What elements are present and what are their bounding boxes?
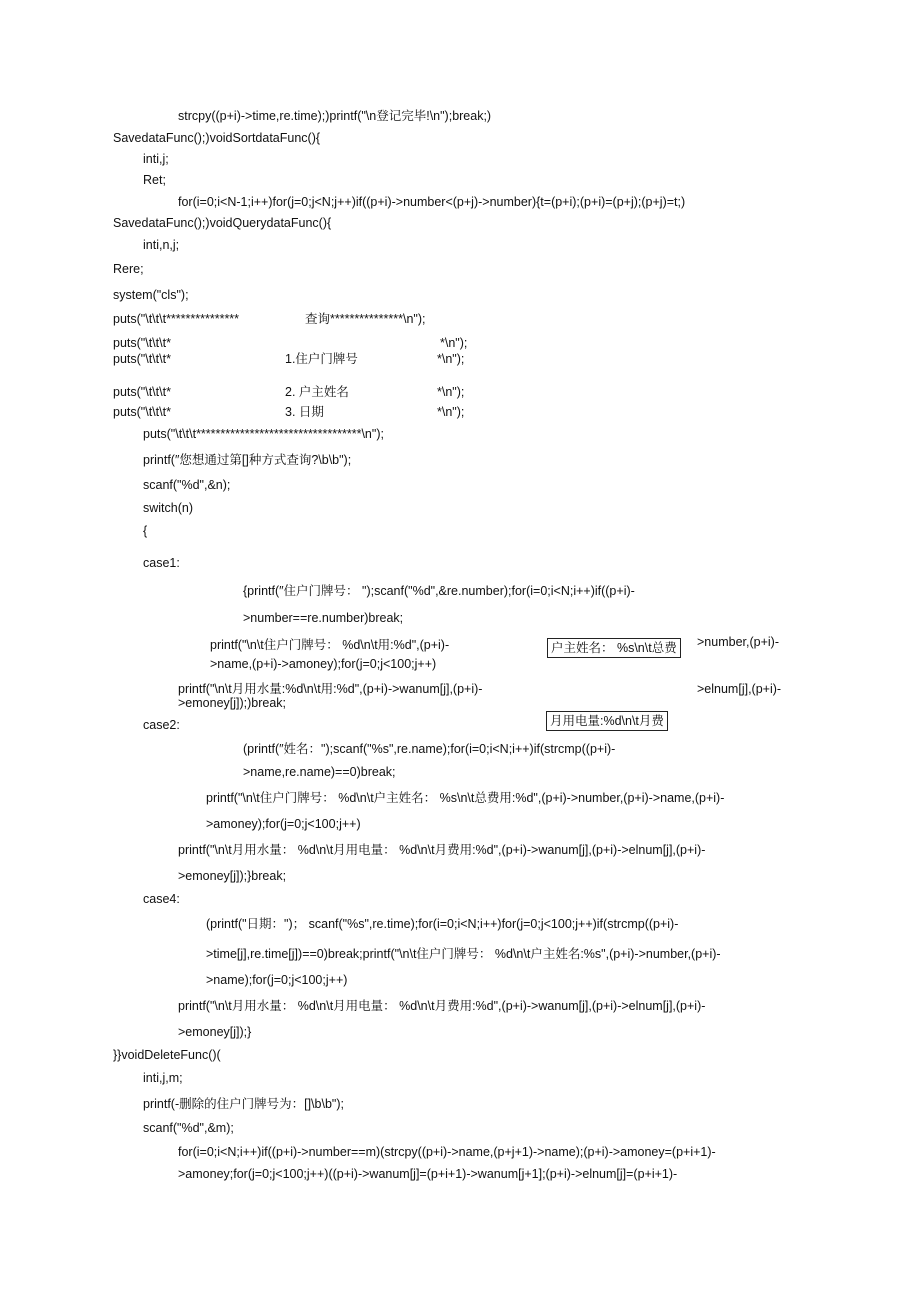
code-line: printf("\n\t住户门牌号： %d\n\t户主姓名： %s\n\t总费用:%d",(p+i)->number,(p+i)->name,(p+i)- <box>206 791 725 805</box>
boxed-text-monthly-electricity: 月用电量:%d\n\t月费 <box>546 711 668 731</box>
menu-option-3: 3. 日期 <box>285 405 324 419</box>
code-line: }}voidDeleteFunc()( <box>113 1048 221 1062</box>
code-line: puts("\t\t\t**********************************\n"); <box>143 427 384 441</box>
menu-option-1: 1.住户门牌号 <box>285 352 358 366</box>
code-line: >number,(p+i)- <box>697 635 779 649</box>
code-line: *\n"); <box>437 385 465 399</box>
code-line: puts("\t\t\t* <box>113 385 171 399</box>
code-line: inti,n,j; <box>143 238 180 252</box>
code-line: >number==re.number)break; <box>243 611 404 625</box>
code-line: >amoney);for(j=0;j<100;j++) <box>206 817 361 831</box>
code-line: printf("\n\t住户门牌号： %d\n\t用:%d",(p+i)- <box>210 638 450 652</box>
code-line: >emoney[j]);}break; <box>178 869 287 883</box>
menu-option-2: 2. 户主姓名 <box>285 385 349 399</box>
code-line: { <box>143 524 148 538</box>
code-line: >emoney[j]);} <box>178 1025 252 1039</box>
code-line: >amoney;for(j=0;j<100;j++)((p+i)->wanum[j]=(p+i+1)->wanum[j+1];(p+i)->elnum[j]=(p+i+1)- <box>178 1167 678 1181</box>
code-line: printf(″您想通过第[]种方式查询?\b\b"); <box>143 453 352 467</box>
code-line: puts("\t\t\t* <box>113 336 171 350</box>
code-line: strcpy((p+i)->time,re.time);)printf("\n登记完毕!\n");break;) <box>178 109 492 123</box>
code-line: inti,j,m; <box>143 1071 183 1085</box>
code-line: *\n"); <box>440 336 468 350</box>
code-line: >emoney[j]);)break; <box>178 696 287 710</box>
code-line: scanf("%d",&m); <box>143 1121 234 1135</box>
code-line: *\n"); <box>437 352 465 366</box>
code-line: system("cls"); <box>113 288 189 302</box>
case-label: case4: <box>143 892 180 906</box>
code-line: >name,re.name)==0)break; <box>243 765 396 779</box>
code-line: 查询***************\n"); <box>305 312 426 326</box>
code-line: inti,j; <box>143 152 169 166</box>
code-line: *\n"); <box>437 405 465 419</box>
code-line: puts("\t\t\t* <box>113 352 171 366</box>
code-line: >time[j],re.time[j])==0)break;printf("\n\t住户门牌号： %d\n\t户主姓名:%s",(p+i)->number,(p+i)- <box>206 947 721 961</box>
code-line: printf(-删除的住户门牌号为：[]\b\b"); <box>143 1097 344 1111</box>
code-line: printf("\n\t月用水量:%d\n\t用:%d",(p+i)->wanum[j],(p+i)- <box>178 682 483 696</box>
code-line: for(i=0;i<N;i++)if((p+i)->number==m)(strcpy((p+i)->name,(p+j+1)->name);(p+i)->amoney=(p+i+1)- <box>178 1145 716 1159</box>
code-line: >elnum[j],(p+i)- <box>697 682 782 696</box>
code-line: SavedataFunc();)voidQuerydataFunc(){ <box>113 216 332 230</box>
case-label: case1: <box>143 556 180 570</box>
code-line: scanf("%d",&n); <box>143 478 231 492</box>
code-line: >name,(p+i)->amoney);for(j=0;j<100;j++) <box>210 657 437 671</box>
code-line: >name);for(j=0;j<100;j++) <box>206 973 348 987</box>
case-label: case2: <box>143 718 180 732</box>
code-line: puts("\t\t\t* <box>113 405 171 419</box>
code-line: printf("\n\t月用水量： %d\n\t月用电量： %d\n\t月费用:%d",(p+i)->wanum[j],(p+i)->elnum[j],(p+i)- <box>178 843 706 857</box>
code-line: {printf(″住户门牌号： ");scanf("%d",&re.number);for(i=0;i<N;i++)if((p+i)- <box>243 584 635 598</box>
code-line: Rere; <box>113 262 144 276</box>
boxed-text-owner-name: 户主姓名： %s\n\t总费 <box>547 638 681 658</box>
code-line: for(i=0;i<N-1;i++)for(j=0;j<N;j++)if((p+i)->number<(p+j)->number){t=(p+i);(p+i)=(p+j);(p+j)=t;) <box>178 195 686 209</box>
code-line: printf("\n\t月用水量： %d\n\t月用电量： %d\n\t月费用:%d",(p+i)->wanum[j],(p+i)->elnum[j],(p+i)- <box>178 999 706 1013</box>
code-line: (printf(″姓名：");scanf("%s",re.name);for(i=0;i<N;i++)if(strcmp((p+i)- <box>243 742 616 756</box>
code-line: switch(n) <box>143 501 194 515</box>
code-line: (printf("日期：")； scanf("%s",re.time);for(i=0;i<N;i++)for(j=0;j<100;j++)if(strcmp((p+i)- <box>206 917 679 931</box>
code-line: puts("\t\t\t*************** <box>113 312 240 326</box>
code-line: SavedataFunc();)voidSortdataFunc(){ <box>113 131 321 145</box>
code-line: Ret; <box>143 173 166 187</box>
